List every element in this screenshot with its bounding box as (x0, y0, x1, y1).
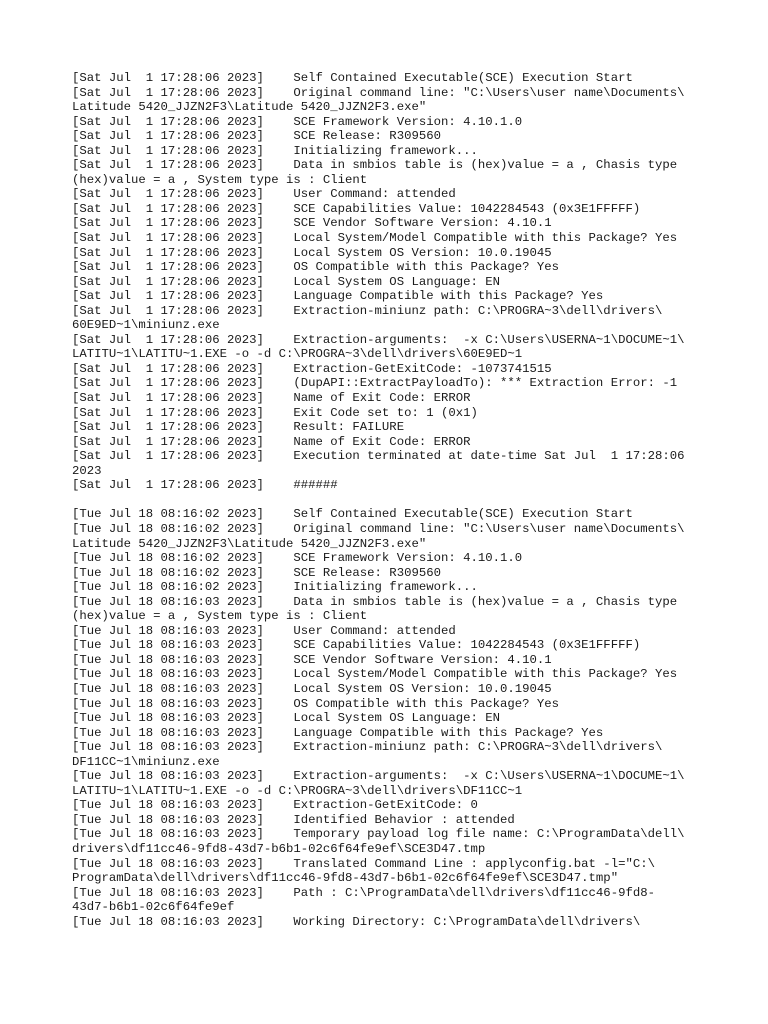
log-line: [Tue Jul 18 08:16:03 2023] Path : C:\ProgramData\dell\drivers\df11cc46-9fd8- (72, 885, 655, 900)
log-line: Latitude 5420_JJZN2F3\Latitude 5420_JJZN2F3.exe" (72, 100, 427, 115)
log-line: [Tue Jul 18 08:16:03 2023] SCE Vendor Software Version: 4.10.1 (72, 652, 552, 667)
log-line: [Sat Jul 1 17:28:06 2023] (DupAPI::ExtractPayloadTo): *** Extraction Error: -1 (72, 376, 678, 391)
log-line: drivers\df11cc46-9fd8-43d7-b6b1-02c6f64fe9ef\SCE3D47.tmp (72, 841, 486, 856)
log-line: [Sat Jul 1 17:28:06 2023] SCE Release: R309560 (72, 129, 441, 144)
log-line: (hex)value = a , System type is : Client (72, 609, 368, 624)
log-document (72, 71, 712, 929)
log-line: [Tue Jul 18 08:16:03 2023] Temporary payload log file name: C:\ProgramData\dell\ (72, 827, 685, 842)
log-line: [Tue Jul 18 08:16:02 2023] SCE Release: R309560 (72, 565, 441, 580)
log-line: [Tue Jul 18 08:16:03 2023] Extraction-GetExitCode: 0 (72, 798, 478, 813)
log-line: [Sat Jul 1 17:28:06 2023] Original command line: "C:\Users\user name\Documents\ (72, 85, 685, 100)
log-line: [Tue Jul 18 08:16:02 2023] Initializing framework... (72, 580, 478, 595)
log-line: [Tue Jul 18 08:16:03 2023] Local System OS Version: 10.0.19045 (72, 681, 552, 696)
log-line: [Tue Jul 18 08:16:02 2023] Original command line: "C:\Users\user name\Documents\ (72, 521, 685, 536)
log-line: [Sat Jul 1 17:28:06 2023] Local System OS Language: EN (72, 274, 501, 289)
log-line: [Tue Jul 18 08:16:03 2023] Extraction-miniunz path: C:\PROGRA~3\dell\drivers\ (72, 740, 663, 755)
log-line: [Tue Jul 18 08:16:03 2023] OS Compatible with this Package? Yes (72, 696, 560, 711)
log-line: [Tue Jul 18 08:16:03 2023] Data in smbios table is (hex)value = a , Chasis type (72, 594, 678, 609)
log-line: [Tue Jul 18 08:16:03 2023] Local System OS Language: EN (72, 711, 501, 726)
log-line: 43d7-b6b1-02c6f64fe9ef (72, 900, 235, 915)
log-line: [Tue Jul 18 08:16:03 2023] Language Compatible with this Package? Yes (72, 725, 604, 740)
log-line: [Sat Jul 1 17:28:06 2023] Initializing framework... (72, 143, 478, 158)
log-line: [Tue Jul 18 08:16:03 2023] Local System/Model Compatible with this Package? Yes (72, 667, 678, 682)
log-line: [Sat Jul 1 17:28:06 2023] Data in smbios table is (hex)value = a , Chasis type (72, 158, 678, 173)
log-line: 2023 (72, 463, 102, 478)
log-line: [Tue Jul 18 08:16:03 2023] Identified Behavior : attended (72, 812, 515, 827)
log-line: [Sat Jul 1 17:28:06 2023] ###### (72, 478, 338, 493)
log-line: [Tue Jul 18 08:16:03 2023] Translated Command Line : applyconfig.bat -l="C:\ (72, 856, 655, 871)
log-line: [Sat Jul 1 17:28:06 2023] Local System/Model Compatible with this Package? Yes (72, 231, 678, 246)
log-line: (hex)value = a , System type is : Client (72, 172, 368, 187)
log-line: LATITU~1\LATITU~1.EXE -o -d C:\PROGRA~3\dell\drivers\DF11CC~1 (72, 783, 523, 798)
log-line: ProgramData\dell\drivers\df11cc46-9fd8-43d7-b6b1-02c6f64fe9ef\SCE3D47.tmp" (72, 871, 619, 886)
log-line: [Tue Jul 18 08:16:03 2023] SCE Capabilities Value: 1042284543 (0x3E1FFFFF) (72, 638, 641, 653)
log-line: [Sat Jul 1 17:28:06 2023] SCE Capabilities Value: 1042284543 (0x3E1FFFFF) (72, 201, 641, 216)
log-line: [Tue Jul 18 08:16:03 2023] Extraction-arguments: -x C:\Users\USERNA~1\DOCUME~1\ (72, 769, 685, 784)
log-line: [Sat Jul 1 17:28:06 2023] Local System OS Version: 10.0.19045 (72, 245, 552, 260)
log-line: [Sat Jul 1 17:28:06 2023] Self Contained Executable(SCE) Execution Start (72, 71, 633, 85)
log-line: [Tue Jul 18 08:16:02 2023] Self Contained Executable(SCE) Execution Start (72, 507, 633, 522)
log-line: [Sat Jul 1 17:28:06 2023] OS Compatible with this Package? Yes (72, 260, 560, 275)
log-line: [Sat Jul 1 17:28:06 2023] User Command: attended (72, 187, 456, 202)
log-line: [Sat Jul 1 17:28:06 2023] Result: FAILURE (72, 420, 405, 435)
log-line: [Tue Jul 18 08:16:02 2023] SCE Framework Version: 4.10.1.0 (72, 551, 523, 566)
log-line: [Sat Jul 1 17:28:06 2023] SCE Vendor Software Version: 4.10.1 (72, 216, 552, 231)
log-line: [Sat Jul 1 17:28:06 2023] Extraction-arguments: -x C:\Users\USERNA~1\DOCUME~1\ (72, 332, 685, 347)
log-line: Latitude 5420_JJZN2F3\Latitude 5420_JJZN2F3.exe" (72, 536, 427, 551)
log-line: [Sat Jul 1 17:28:06 2023] Execution terminated at date-time Sat Jul 1 17:28:06 (72, 449, 685, 464)
log-line: [Sat Jul 1 17:28:06 2023] Language Compatible with this Package? Yes (72, 289, 604, 304)
log-line: DF11CC~1\miniunz.exe (72, 754, 220, 769)
log-line: LATITU~1\LATITU~1.EXE -o -d C:\PROGRA~3\dell\drivers\60E9ED~1 (72, 347, 523, 362)
log-line: [Tue Jul 18 08:16:03 2023] Working Directory: C:\ProgramData\dell\drivers\ (72, 914, 641, 929)
log-line: [Sat Jul 1 17:28:06 2023] Name of Exit Code: ERROR (72, 434, 471, 449)
log-line: [Sat Jul 1 17:28:06 2023] SCE Framework Version: 4.10.1.0 (72, 114, 523, 129)
blank-line (72, 493, 712, 508)
log-line: [Sat Jul 1 17:28:06 2023] Extraction-GetExitCode: -1073741515 (72, 361, 552, 376)
log-line: 60E9ED~1\miniunz.exe (72, 318, 220, 333)
log-line: [Sat Jul 1 17:28:06 2023] Exit Code set to: 1 (0x1) (72, 405, 478, 420)
log-line: [Sat Jul 1 17:28:06 2023] Name of Exit Code: ERROR (72, 391, 471, 406)
log-line: [Tue Jul 18 08:16:03 2023] User Command: attended (72, 623, 456, 638)
log-line: [Sat Jul 1 17:28:06 2023] Extraction-miniunz path: C:\PROGRA~3\dell\drivers\ (72, 303, 663, 318)
